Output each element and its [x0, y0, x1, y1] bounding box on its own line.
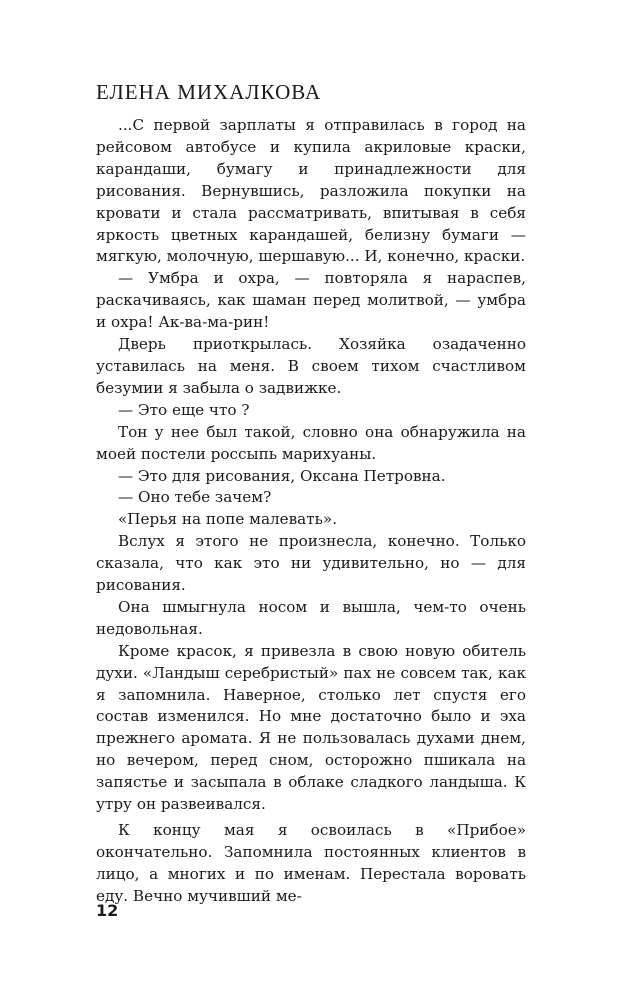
paragraph: К концу мая я освоилась в «Прибое» окончательно. Запомнила постоянных клиентов в лицо, а многих и по именам. Перестала воровать еду. Вечно мучивший ме- [96, 821, 526, 905]
page-number: 12 [96, 901, 119, 920]
paragraph: — Это еще что ? [118, 400, 250, 419]
body-text-section-1 [96, 115, 526, 816]
body-text-section-2 [96, 820, 526, 908]
paragraph: Дверь приоткрылась. Хозяйка озадаченно уставилась на меня. В своем тихом счастливом безумии я забыла о задвижке. [96, 335, 526, 397]
paragraph: ...С первой зарплаты я отправилась в город на рейсовом автобусе и купила акриловые краски, карандаши, бумагу и принадлежности для рисования. Вернувшись, разложила покупки на кровати и стала рассматривать, впитывая в себя яркость цветных карандашей, белизну бумаги — мягкую, молочную, шершавую... И, конечно, краски. [96, 116, 526, 266]
paragraph: — Оно тебе зачем? [118, 488, 272, 507]
paragraph: Она шмыгнула носом и вышла, чем-то очень недовольная. [96, 597, 526, 638]
running-head-author: ЕЛЕНА МИХАЛКОВА [96, 80, 322, 104]
paragraph: Кроме красок, я привезла в свою новую обитель духи. «Ландыш серебристый» пах не совсем так, как я запомнила. Наверное, столько лет спустя его состав изменился. Но мне достаточно было и эха прежнего аромата. Я не пользовалась духами днем, но вечером, перед сном, осторожно пшикала на запястье и засыпала в облаке сладкого ландыша. К утру он развеивался. [96, 641, 526, 814]
paragraph: Вслух я этого не произнесла, конечно. Только сказала, что как это ни удивительно, но — для рисования. [96, 532, 526, 595]
paragraph: Тон у нее был такой, словно она обнаружила на моей постели россыпь марихуаны. [96, 422, 526, 463]
paragraph: — Это для рисования, Оксана Петровна. [118, 466, 446, 485]
paragraph: «Перья на попе малевать». [118, 510, 338, 529]
paragraph: — Умбра и охра, — повторяла я нараспев, раскачиваясь, как шаман перед молитвой, — умбра и охра! Ак-ва-ма-рин! [96, 269, 526, 332]
